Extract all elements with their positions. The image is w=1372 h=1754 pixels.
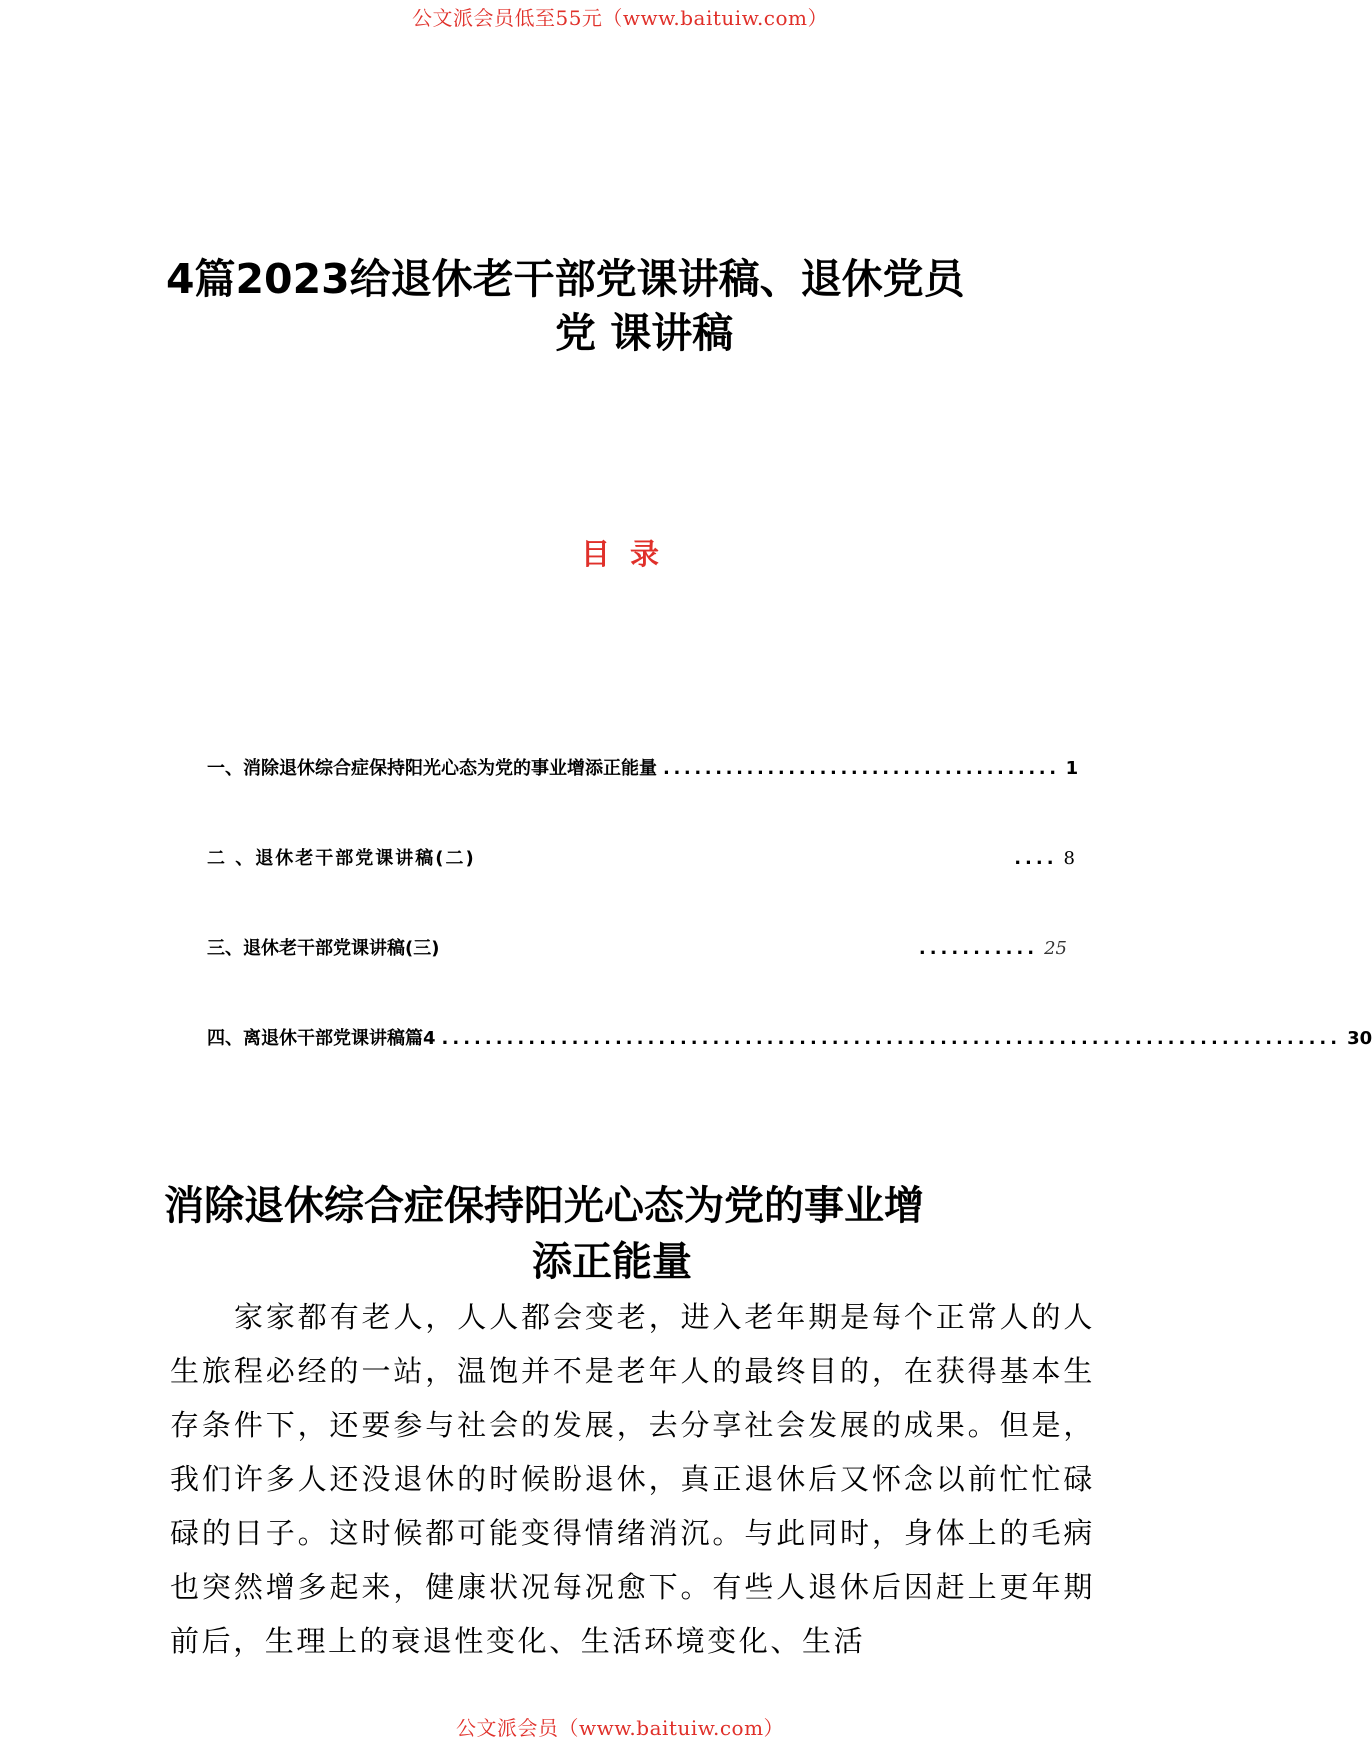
toc-leader-dots: ...................................... (663, 758, 1060, 779)
document-title-line-1: 4篇2023给退休老干部党课讲稿、退休党员 (166, 255, 965, 303)
toc-entry-1[interactable] (207, 754, 1079, 780)
toc-page-number: 30 (1347, 1028, 1372, 1049)
toc-entry-2[interactable] (207, 844, 1075, 870)
section-title-line-1: 消除退休综合症保持阳光心态为党的事业增 (164, 1183, 924, 1229)
section-title (160, 1178, 1080, 1290)
toc-page-number: 25 (1044, 938, 1067, 959)
toc-heading: 目录 (580, 537, 679, 571)
document-title-line-2: 党 课讲稿 (555, 309, 734, 357)
watermark-header: 公文派会员低至55元（www.baituiw.com） (411, 6, 829, 30)
toc-page-number: 1 (1065, 758, 1079, 779)
toc-entry-label-prefix: 四、 (207, 1028, 243, 1049)
toc-leader-dots: ................................................................................... (441, 1028, 1342, 1049)
toc-entry-label: 三、退休老干部党课讲稿(三) (207, 938, 440, 959)
toc-entry-label: 离退休干部党课讲稿篇4 (243, 1028, 436, 1049)
toc-page-number: 8 (1063, 848, 1075, 869)
watermark-footer: 公文派会员（www.baituiw.com） (455, 1716, 785, 1740)
section-title-line-2: 添正能量 (532, 1239, 692, 1285)
toc-leader-dots: .... (1014, 848, 1058, 869)
toc-entry-3[interactable] (207, 934, 1067, 960)
toc-entry-label: 二 、退休老干部党课讲稿(二) (207, 848, 476, 869)
body-paragraph: 家家都有老人，人人都会变老，进入老年期是每个正常人的人生旅程必经的一站，温饱并不是老年人的最终目的，在获得基本生存条件下，还要参与社会的发展，去分享社会发展的成果。但是，我们许多人还没退休的时候盼退休，真正退休后又怀念以前忙忙碌碌的日子。这时候都可能变得情绪消沉。与此同时，身体上的毛病也突然增多起来，健康状况每况愈下。有些人退休后因赶上更年期前后，生理上的衰退性变化、生活环境变化、生活 (170, 1300, 1095, 1658)
section-body (170, 1290, 1095, 1668)
toc-leader-dots: ........... (918, 938, 1039, 959)
toc-entry-4[interactable] (207, 1024, 1372, 1050)
toc-entry-label: 一、消除退休综合症保持阳光心态为党的事业增添正能量 (207, 758, 657, 779)
